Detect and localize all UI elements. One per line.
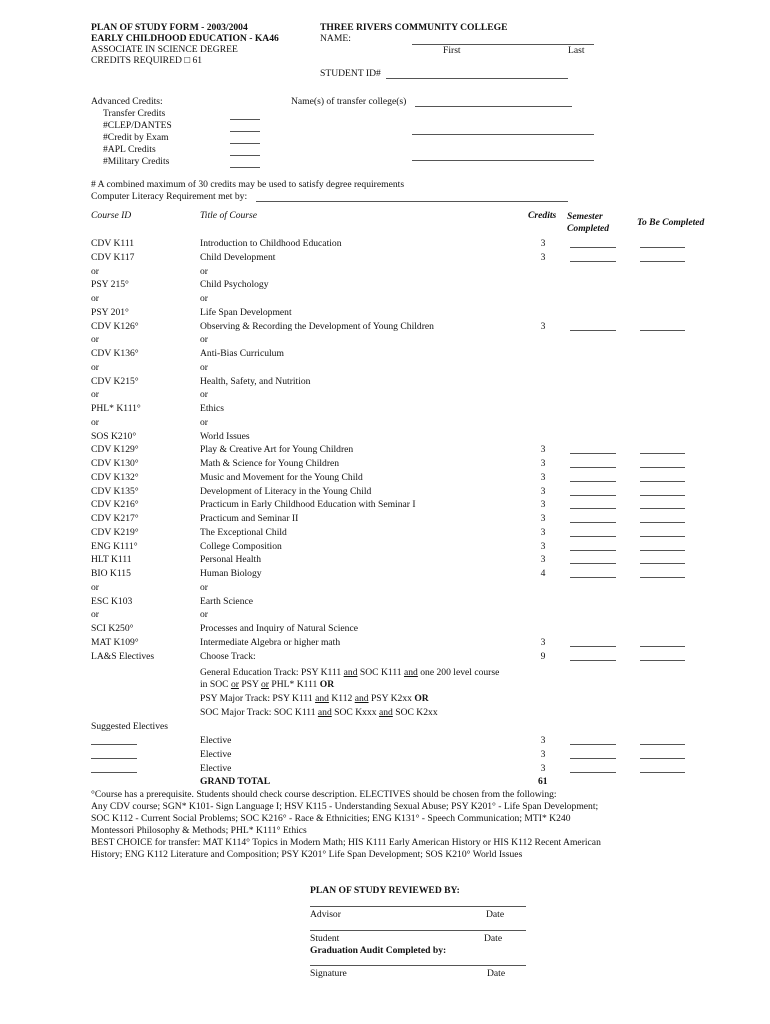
transfer-college-field[interactable] — [415, 106, 572, 107]
adv-item: #APL Credits — [103, 144, 156, 155]
psy-major-track — [200, 693, 429, 705]
table-row — [0, 568, 770, 582]
table-row — [0, 348, 770, 362]
soc-kxxx: SOC Kxxx — [334, 707, 377, 718]
audit-signature-field[interactable] — [310, 965, 526, 966]
one-200-level: one 200 level course — [420, 667, 500, 678]
course-title: Child Development — [200, 251, 276, 263]
semester-completed-field[interactable] — [570, 758, 616, 759]
course-credits: 3 — [540, 554, 546, 566]
course-title: Observing & Recording the Development of Young Children — [200, 320, 434, 332]
advisor-signature-field[interactable] — [310, 906, 526, 907]
semester-completed-field[interactable] — [570, 744, 616, 745]
psy-k2xx: PSY K2xx — [370, 693, 412, 704]
psy-word: PSY — [241, 679, 259, 690]
to-be-completed-field[interactable] — [640, 481, 685, 482]
semester-completed-field[interactable] — [570, 495, 616, 496]
course-title: or — [200, 389, 208, 401]
student-id-label: STUDENT ID# — [320, 68, 381, 79]
header-course-id: Course ID — [91, 210, 132, 221]
to-be-completed-field[interactable] — [640, 508, 685, 509]
program-title: EARLY CHILDHOOD EDUCATION - KA46 — [91, 33, 279, 44]
course-id: CDV K217° — [91, 513, 139, 524]
table-row — [0, 252, 770, 266]
adv-field[interactable] — [230, 143, 260, 144]
table-row — [0, 376, 770, 390]
semester-completed-field[interactable] — [570, 646, 616, 647]
course-id: or — [91, 293, 99, 304]
elective-credits: 3 — [540, 762, 546, 774]
psy-k112: K112 — [331, 693, 353, 704]
table-row — [0, 238, 770, 252]
course-id: HLT K111 — [91, 554, 132, 566]
course-credits: 3 — [540, 485, 546, 497]
semester-completed-field[interactable] — [570, 508, 616, 509]
course-title: The Exceptional Child — [200, 526, 287, 538]
semester-completed-field[interactable] — [570, 247, 616, 248]
to-be-completed-field[interactable] — [640, 563, 685, 564]
table-row — [0, 293, 770, 307]
to-be-completed-field[interactable] — [640, 495, 685, 496]
table-row — [0, 334, 770, 348]
date-label: Date — [484, 933, 503, 944]
soc-k111: SOC K111 — [359, 667, 402, 678]
course-id: CDV K135° — [91, 485, 139, 497]
header-title: Title of Course — [200, 210, 258, 221]
in-soc: in SOC — [200, 679, 229, 690]
course-credits: 4 — [540, 568, 546, 579]
adv-field[interactable] — [230, 167, 260, 168]
soc-track-text: SOC Major Track: SOC K111 — [200, 707, 316, 718]
and-word: and — [378, 707, 393, 718]
table-row — [0, 541, 770, 555]
gen-ed-track-text: General Education Track: PSY K111 — [200, 667, 342, 678]
degree-label: ASSOCIATE IN SCIENCE DEGREE — [91, 44, 238, 55]
course-title: Development of Literacy in the Young Child — [200, 485, 372, 497]
to-be-completed-field[interactable] — [640, 467, 685, 468]
course-id: CDV K117 — [91, 251, 135, 263]
date-label: Date — [487, 968, 506, 979]
elective-row — [0, 763, 770, 777]
course-title: Practicum in Early Childhood Education with Seminar I — [200, 499, 416, 511]
course-title: Earth Science — [200, 595, 254, 607]
to-be-completed-field[interactable] — [640, 522, 685, 523]
signature-label: Signature — [310, 968, 347, 979]
footnote-line: Montessori Philosophy & Methods; PHL* K111° Ethics — [91, 825, 307, 836]
semester-completed-field[interactable] — [570, 330, 616, 331]
adv-item: #Credit by Exam — [103, 132, 169, 143]
course-title: Processes and Inquiry of Natural Science — [200, 623, 358, 634]
course-id: ESC K103 — [91, 595, 133, 607]
course-id: CDV K216° — [91, 499, 139, 511]
gen-ed-track-line2 — [200, 679, 334, 691]
course-credits: 3 — [540, 636, 546, 648]
course-credits: 3 — [540, 526, 546, 538]
semester-completed-field[interactable] — [570, 772, 616, 773]
and-word: and — [315, 693, 329, 704]
table-row — [0, 582, 770, 596]
course-credits: 3 — [540, 458, 546, 469]
course-credits: 3 — [540, 444, 546, 456]
table-row — [0, 321, 770, 335]
or-caps: OR — [414, 693, 429, 704]
course-id: CDV K136° — [91, 348, 139, 359]
phl-k111: PHL* K111 — [271, 679, 318, 690]
adv-field[interactable] — [230, 155, 260, 156]
semester-completed-field[interactable] — [570, 453, 616, 454]
semester-completed-field[interactable] — [570, 660, 616, 661]
to-be-completed-field[interactable] — [640, 247, 685, 248]
adv-field[interactable] — [230, 131, 260, 132]
course-id: CDV K111 — [91, 238, 135, 249]
course-title: or — [200, 334, 208, 346]
course-title: Choose Track: — [200, 650, 256, 662]
date-label: Date — [486, 909, 505, 920]
course-credits: 3 — [540, 540, 546, 552]
course-id: CDV K129° — [91, 444, 139, 456]
suggested-elective-field[interactable] — [91, 758, 137, 759]
elective-row — [0, 735, 770, 749]
or-caps: OR — [319, 679, 335, 690]
semester-completed-field[interactable] — [570, 481, 616, 482]
elective-row — [0, 749, 770, 763]
suggested-electives-label: Suggested Electives — [91, 721, 168, 732]
course-id: or — [91, 416, 99, 428]
footnote-line: SOC K112 - Current Social Problems; SOC K216° - Race & Ethnicities; ENG K131° - Speech Communication; MTI* K240 — [91, 813, 571, 824]
course-title: Life Span Development — [200, 306, 292, 318]
advanced-credits-title: Advanced Credits: — [91, 96, 163, 107]
semester-completed-field[interactable] — [570, 577, 616, 578]
credits-required: CREDITS REQUIRED □ 61 — [91, 55, 203, 66]
to-be-completed-field[interactable] — [640, 550, 685, 551]
name-field[interactable] — [412, 44, 594, 45]
suggested-elective-field[interactable] — [91, 772, 137, 773]
to-be-completed-field[interactable] — [640, 536, 685, 537]
course-title: Practicum and Seminar II — [200, 513, 299, 524]
table-row — [0, 499, 770, 513]
table-row — [0, 458, 770, 472]
to-be-completed-field[interactable] — [640, 758, 685, 759]
course-title: College Composition — [200, 540, 282, 552]
table-row — [0, 472, 770, 486]
course-id: BIO K115 — [91, 568, 131, 579]
and-word: and — [343, 667, 358, 678]
college-name: THREE RIVERS COMMUNITY COLLEGE — [320, 22, 508, 33]
table-row — [0, 609, 770, 623]
or-word: or — [261, 679, 269, 690]
to-be-completed-field[interactable] — [640, 660, 685, 661]
table-row — [0, 486, 770, 500]
course-id: or — [91, 389, 99, 401]
table-row — [0, 417, 770, 431]
course-credits: 3 — [540, 471, 546, 483]
course-id: PSY 201° — [91, 306, 129, 318]
table-row — [0, 307, 770, 321]
adv-item: Transfer Credits — [103, 108, 166, 119]
footnote-line: Any CDV course; SGN* K101- Sign Language I; HSV K115 - Understanding Sexual Abuse; PSY K201° - Life Span Development; — [91, 801, 599, 812]
header-to-be-completed: To Be Completed — [637, 217, 705, 228]
header-credits: Credits — [528, 210, 557, 221]
course-credits: 3 — [540, 251, 546, 263]
review-title: PLAN OF STUDY REVIEWED BY: — [310, 885, 460, 896]
elective-title: Elective — [200, 762, 232, 774]
semester-completed-field[interactable] — [570, 261, 616, 262]
footnote-line: °Course has a prerequisite. Students should check course description. ELECTIVES should be chosen from the following: — [91, 789, 557, 800]
to-be-completed-field[interactable] — [640, 646, 685, 647]
gen-ed-track — [200, 667, 499, 679]
table-row — [0, 527, 770, 541]
student-label: Student — [310, 933, 340, 944]
course-id: CDV K132° — [91, 471, 139, 483]
or-word: or — [230, 679, 239, 690]
course-id: CDV K215° — [91, 375, 139, 387]
grand-total-label: GRAND TOTAL — [200, 776, 271, 787]
to-be-completed-field[interactable] — [640, 744, 685, 745]
course-id: ENG K111° — [91, 540, 138, 552]
header-semester: Semester — [567, 211, 603, 222]
adv-field[interactable] — [230, 119, 260, 120]
audit-label: Graduation Audit Completed by: — [310, 945, 447, 956]
table-row — [0, 403, 770, 417]
form-title: PLAN OF STUDY FORM - 2003/2004 — [91, 22, 248, 33]
student-signature-field[interactable] — [310, 930, 526, 931]
semester-completed-field[interactable] — [570, 536, 616, 537]
course-title: World Issues — [200, 430, 250, 442]
and-word: and — [354, 693, 369, 704]
semester-completed-field[interactable] — [570, 522, 616, 523]
course-title: Music and Movement for the Young Child — [200, 471, 363, 483]
table-row — [0, 651, 770, 665]
course-title: Child Psychology — [200, 279, 269, 291]
psy-track-text: PSY Major Track: PSY K111 — [200, 693, 313, 704]
course-title: or — [200, 581, 208, 593]
transfer-college-label: Name(s) of transfer college(s) — [291, 96, 407, 107]
semester-completed-field[interactable] — [570, 550, 616, 551]
first-label: First — [443, 45, 461, 56]
header-completed: Completed — [567, 223, 610, 234]
course-id: or — [91, 581, 99, 593]
course-id: SCI K250° — [91, 623, 134, 634]
grand-total-value: 61 — [538, 776, 548, 787]
footnote-line: BEST CHOICE for transfer: MAT K114° Topics in Modern Math; HIS K111 Early American History or HIS K112 Recent American — [91, 837, 601, 848]
to-be-completed-field[interactable] — [640, 453, 685, 454]
course-title: Health, Safety, and Nutrition — [200, 375, 311, 387]
course-title: Math & Science for Young Children — [200, 458, 340, 469]
course-credits: 3 — [540, 238, 546, 249]
combined-max-note: # A combined maximum of 30 credits may be used to satisfy degree requirements — [91, 179, 405, 190]
course-id: CDV K126° — [91, 320, 139, 332]
last-label: Last — [568, 45, 585, 56]
course-credits: 3 — [540, 513, 546, 524]
course-id: or — [91, 334, 99, 346]
advisor-label: Advisor — [310, 909, 341, 920]
literacy-label: Computer Literacy Requirement met by: — [91, 191, 248, 202]
course-title: Human Biology — [200, 568, 262, 579]
transfer-college-field[interactable] — [412, 160, 594, 161]
table-row — [0, 362, 770, 376]
course-title: or — [200, 265, 208, 277]
semester-completed-field[interactable] — [570, 467, 616, 468]
course-title: or — [200, 416, 208, 428]
course-title: or — [200, 361, 208, 373]
transfer-college-field[interactable] — [412, 134, 594, 135]
suggested-elective-field[interactable] — [91, 744, 137, 745]
course-title: or — [200, 293, 208, 304]
semester-completed-field[interactable] — [570, 563, 616, 564]
course-id: or — [91, 361, 99, 373]
to-be-completed-field[interactable] — [640, 330, 685, 331]
table-row — [0, 637, 770, 651]
soc-k2xx: SOC K2xx — [395, 707, 438, 718]
adv-item: #Military Credits — [103, 156, 170, 167]
course-credits: 3 — [540, 499, 546, 511]
table-row — [0, 623, 770, 637]
course-id: or — [91, 609, 99, 621]
table-row — [0, 444, 770, 458]
course-title: Intermediate Algebra or higher math — [200, 636, 341, 648]
course-title: or — [200, 609, 208, 621]
elective-title: Elective — [200, 748, 232, 760]
course-title: Play & Creative Art for Young Children — [200, 444, 354, 456]
elective-credits: 3 — [540, 748, 546, 760]
course-id: MAT K109° — [91, 636, 139, 648]
literacy-field[interactable] — [256, 201, 568, 202]
name-label: NAME: — [320, 33, 351, 44]
table-row — [0, 279, 770, 293]
elective-credits: 3 — [540, 735, 546, 746]
and-word: and — [317, 707, 332, 718]
course-title: Introduction to Childhood Education — [200, 238, 342, 249]
course-id: CDV K130° — [91, 458, 139, 469]
course-id: PHL* K111° — [91, 403, 141, 414]
course-id: PSY 215° — [91, 279, 129, 291]
table-row — [0, 596, 770, 610]
course-title: Anti-Bias Curriculum — [200, 348, 284, 359]
to-be-completed-field[interactable] — [640, 577, 685, 578]
elective-title: Elective — [200, 735, 232, 746]
table-row — [0, 431, 770, 445]
footnote-line: History; ENG K112 Literature and Composition; PSY K201° Life Span Development; SOS K210° World Issues — [91, 849, 523, 860]
course-title: Ethics — [200, 403, 224, 414]
course-id: SOS K210° — [91, 430, 137, 442]
course-credits: 9 — [540, 650, 546, 662]
adv-item: #CLEP/DANTES — [103, 120, 172, 131]
course-credits: 3 — [540, 320, 546, 332]
table-row — [0, 266, 770, 280]
to-be-completed-field[interactable] — [640, 261, 685, 262]
table-row — [0, 513, 770, 527]
table-row — [0, 554, 770, 568]
student-id-field[interactable] — [386, 78, 568, 79]
table-row — [0, 389, 770, 403]
course-id: or — [91, 265, 99, 277]
soc-major-track — [200, 707, 438, 719]
course-id: LA&S Electives — [91, 650, 155, 662]
and-word: and — [403, 667, 418, 678]
to-be-completed-field[interactable] — [640, 772, 685, 773]
course-title: Personal Health — [200, 554, 262, 566]
course-id: CDV K219° — [91, 526, 139, 538]
